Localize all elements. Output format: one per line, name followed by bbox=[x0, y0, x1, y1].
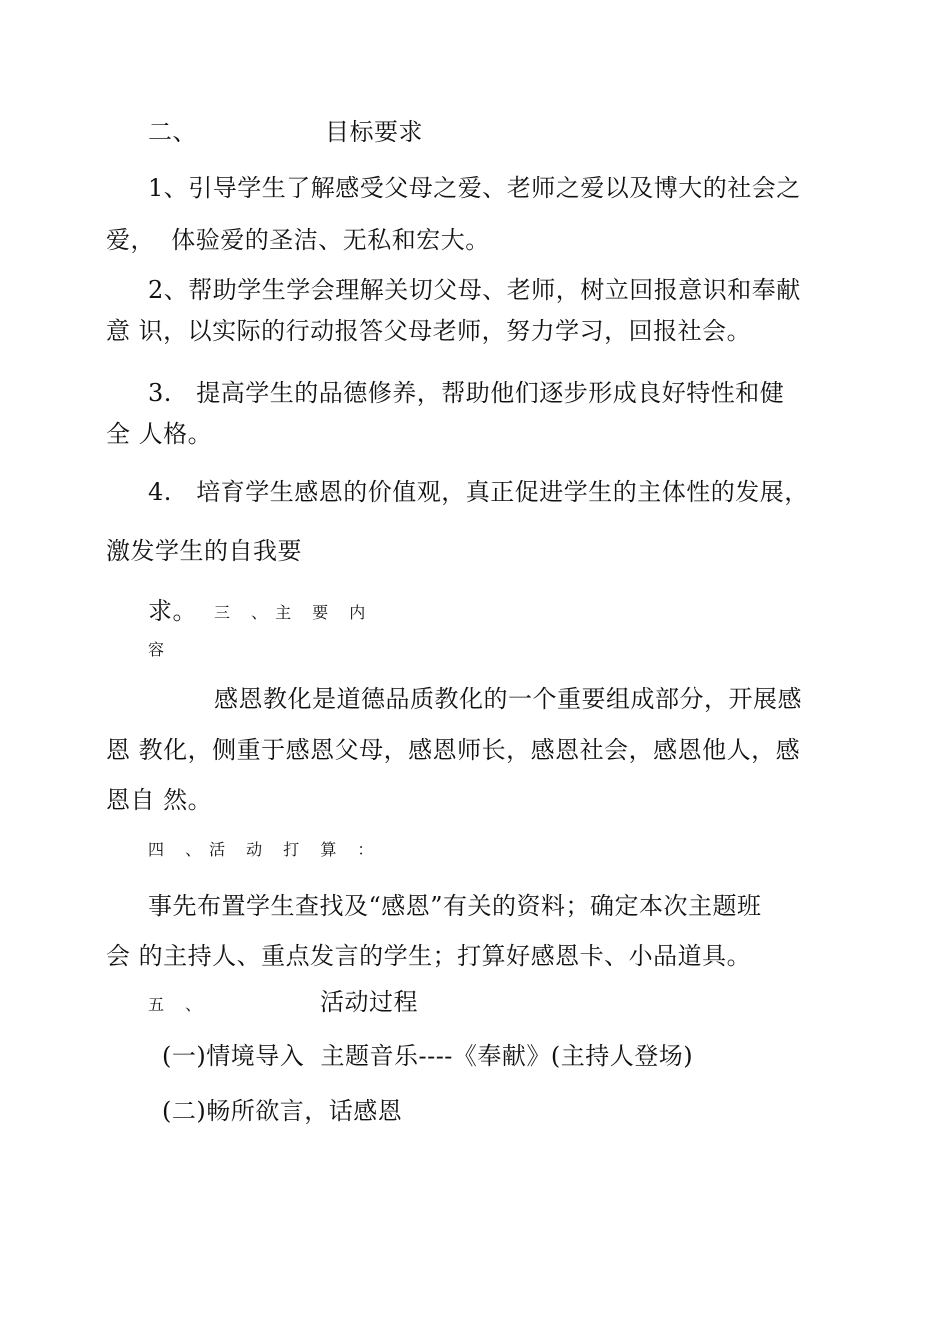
goal-3-line-1: 3. 提高学生的品德修养，帮助他们逐步形成良好特性和健 bbox=[148, 379, 785, 407]
section-2-number: 二、 bbox=[148, 118, 197, 146]
goal-2-line-2: 意 识，以实际的行动报答父母老师，努力学习，回报社会。 bbox=[106, 317, 752, 345]
goal-4-line-2: 激发学生的自我要 bbox=[106, 537, 302, 565]
activity-step-1: (一)情境导入 主题音乐----《奉献》(主持人登场) bbox=[162, 1042, 694, 1070]
section-3-paragraph-line-3: 恩自 然。 bbox=[106, 786, 213, 814]
goal-2-line-1: 2、帮助学生学会理解关切父母、老师，树立回报意识和奉献 bbox=[148, 276, 801, 304]
section-5-title: 活动过程 bbox=[320, 988, 418, 1016]
activity-step-2: (二)畅所欲言，话感恩 bbox=[162, 1097, 403, 1125]
section-5-number: 五 、 bbox=[148, 995, 210, 1014]
goal-4-line-3: 求。 bbox=[148, 597, 197, 625]
goal-1-line-1: 1、引导学生了解感受父母之爱、老师之爱以及博大的社会之 bbox=[148, 174, 801, 202]
section-4-heading: 四 、活 动 打 算 ： bbox=[148, 840, 382, 859]
section-3-heading-cont: 容 bbox=[148, 640, 165, 659]
section-4-paragraph-line-1: 事先布置学生查找及“感恩”有关的资料；确定本次主题班 bbox=[148, 892, 762, 920]
section-4-paragraph-line-2: 会 的主持人、重点发言的学生；打算好感恩卡、小品道具。 bbox=[106, 942, 752, 970]
section-3-paragraph-line-1: 感恩教化是道德品质教化的一个重要组成部分，开展感 bbox=[214, 685, 802, 713]
goal-4-line-1: 4. 培育学生感恩的价值观，真正促进学生的主体性的发展， bbox=[148, 478, 809, 506]
goal-1-line-2: 爱， 体验爱的圣洁、无私和宏大。 bbox=[106, 226, 490, 254]
goal-3-line-2: 全 人格。 bbox=[106, 420, 213, 448]
section-3-paragraph-line-2: 恩 教化，侧重于感恩父母，感恩师长，感恩社会，感恩他人，感 bbox=[106, 736, 801, 764]
section-3-heading: 三 、主 要 内 bbox=[214, 603, 374, 622]
section-2-title: 目标要求 bbox=[325, 118, 423, 146]
